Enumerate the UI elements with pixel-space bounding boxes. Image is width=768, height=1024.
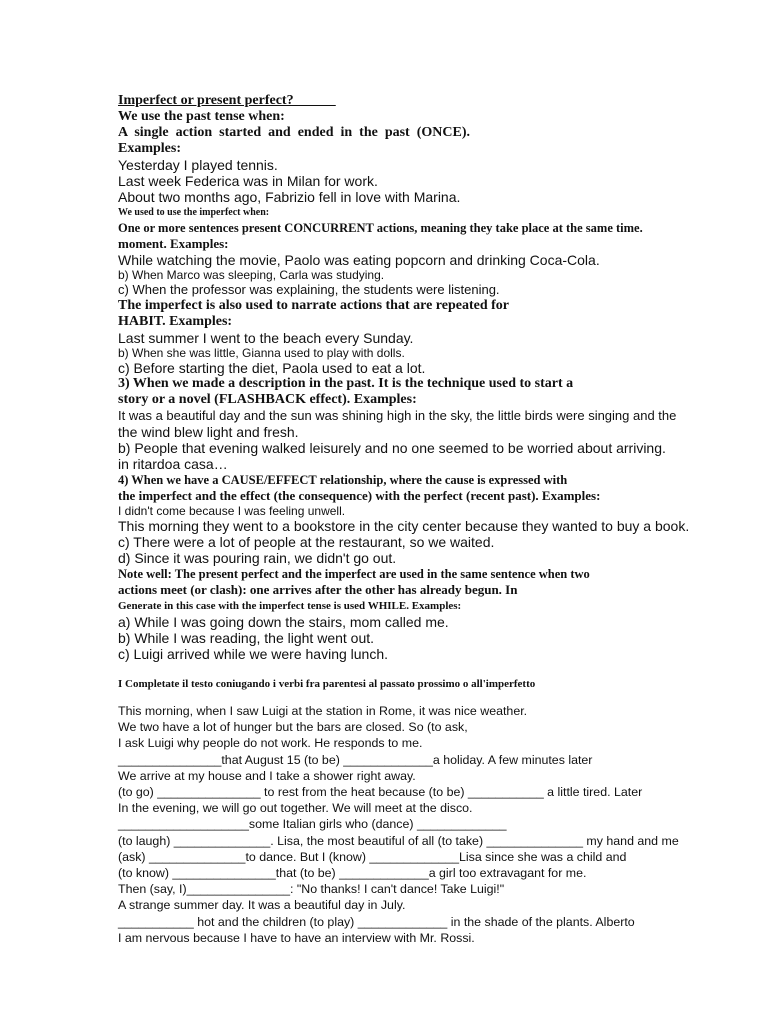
rule-text: The imperfect is also used to narrate actions that are repeated for <box>118 298 510 313</box>
example-line: Last summer I went to the beach every Sunday. <box>118 330 414 346</box>
exercise-line: In the evening, we will go out together. We will meet at the disco. <box>118 801 473 816</box>
exercise-line: We two have a lot of hunger but the bars are closed. So (to ask, <box>118 720 468 735</box>
example-line: in ritardoa casa… <box>118 456 228 472</box>
exercise-line: Then (say, I)_______________: "No thanks! I can't dance! Take Luigi!" <box>118 882 505 897</box>
example-line: c) There were a lot of people at the restaurant, so we waited. <box>118 534 495 550</box>
rule-text: story or a novel (FLASHBACK effect). Examples: <box>118 392 417 407</box>
rule-text: 4) When we have a CAUSE/EFFECT relationship, where the cause is expressed with <box>118 473 568 487</box>
example-line: d) Since it was pouring rain, we didn't go out. <box>118 550 397 566</box>
exercise-title: I Completate il testo coniugando i verbi fra parentesi al passato prossimo o all'imperfetto <box>118 678 536 690</box>
rule-text: A single action started and ended in the past (ONCE). <box>118 125 470 140</box>
example-line: c) Before starting the diet, Paola used to eat a lot. <box>118 360 426 376</box>
example-line: b) People that evening walked leisurely and no one seemed to be worried about arriving. <box>118 440 666 456</box>
example-line: b) When she was little, Gianna used to play with dolls. <box>118 346 405 360</box>
exercise-line: We arrive at my house and I take a shower right away. <box>118 768 416 783</box>
example-line: Last week Federica was in Milan for work. <box>118 173 378 189</box>
exercise-line: (to know) _______________that (to be) _____________a girl too extravagant for me. <box>118 866 587 881</box>
note-text: actions meet (or clash): one arrives after the other has already begun. In <box>118 582 518 597</box>
rule-heading: We use the past tense when: <box>118 109 285 124</box>
exercise-line: (to laugh) ______________. Lisa, the most beautiful of all (to take) ______________ my hand and me <box>118 833 679 848</box>
exercise-line: A strange summer day. It was a beautiful day in July. <box>118 898 406 913</box>
exercise-line: ___________ hot and the children (to play) _____________ in the shade of the plants. Alberto <box>118 914 635 929</box>
exercise-line: (ask) ______________to dance. But I (know) _____________Lisa since she was a child and <box>118 849 627 864</box>
example-line: This morning they went to a bookstore in the city center because they wanted to buy a book. <box>118 518 690 534</box>
example-line: Yesterday I played tennis. <box>118 157 278 173</box>
rule-text: the imperfect and the effect (the consequence) with the perfect (recent past). Examples: <box>118 488 601 503</box>
example-line: b) While I was reading, the light went out. <box>118 630 375 646</box>
rule-text: One or more sentences present CONCURRENT actions, meaning they take place at the same time. <box>118 221 643 235</box>
example-line: While watching the movie, Paolo was eating popcorn and drinking Coca-Cola. <box>118 252 600 268</box>
examples-label: moment. Examples: <box>118 236 229 251</box>
rule-text: 3) When we made a description in the past. It is the technique used to start a <box>118 376 574 391</box>
exercise-line: ___________________some Italian girls who (dance) _____________ <box>118 817 507 832</box>
examples-label: HABIT. Examples: <box>118 314 233 329</box>
exercise-line: (to go) _______________ to rest from the heat because (to be) ___________ a little tired. Later <box>118 785 643 800</box>
example-line: It was a beautiful day and the sun was shining high in the sky, the little birds were singing and the <box>118 408 677 423</box>
example-line: c) Luigi arrived while we were having lunch. <box>118 646 389 662</box>
example-line: a) While I was going down the stairs, mom called me. <box>118 614 449 630</box>
note-text: Generate in this case with the imperfect tense is used WHILE. Examples: <box>118 600 462 612</box>
example-line: the wind blew light and fresh. <box>118 424 299 440</box>
note-text: Note well: The present perfect and the imperfect are used in the same sentence when two <box>118 567 590 581</box>
example-line: b) When Marco was sleeping, Carla was studying. <box>118 268 385 282</box>
exercise-line: I ask Luigi why people do not work. He responds to me. <box>118 736 423 751</box>
example-line: About two months ago, Fabrizio fell in love with Marina. <box>118 189 461 205</box>
document-content <box>118 93 758 946</box>
examples-label: Examples: <box>118 141 181 156</box>
page-title: Imperfect or present perfect?______ <box>118 93 336 108</box>
example-line: c) When the professor was explaining, the students were listening. <box>118 282 500 297</box>
exercise-line: _______________that August 15 (to be) _____________a holiday. A few minutes later <box>118 752 593 767</box>
rule-heading: We used to use the imperfect when: <box>118 207 270 218</box>
example-line: I didn't come because I was feeling unwell. <box>118 504 346 518</box>
exercise-line: I am nervous because I have to have an interview with Mr. Rossi. <box>118 930 475 945</box>
exercise-line: This morning, when I saw Luigi at the station in Rome, it was nice weather. <box>118 704 528 718</box>
